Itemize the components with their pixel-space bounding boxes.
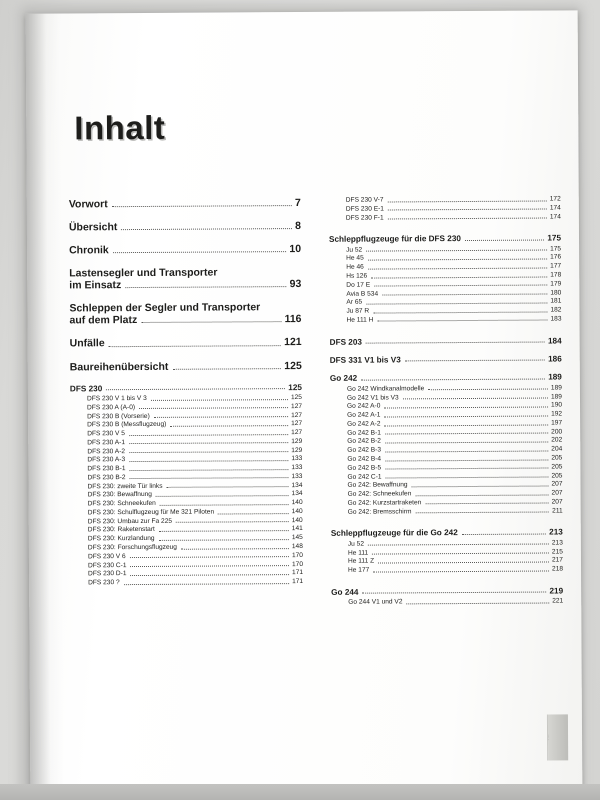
toc-entry	[69, 220, 301, 233]
toc-entry-label: Go 242 B-2	[347, 437, 382, 446]
toc-leader-dots	[368, 258, 547, 261]
toc-entry-label: DFS 230 ?	[88, 579, 120, 587]
toc-leader-dots	[465, 238, 544, 240]
toc-entry-label: Go 242: Bremsschirm	[347, 507, 412, 516]
toc-entry-page: 205	[551, 471, 563, 480]
toc-leader-dots	[141, 321, 281, 324]
toc-leader-dots	[378, 560, 549, 563]
toc-entry-label: Baureihenübersicht	[69, 360, 169, 373]
toc-entry	[69, 301, 301, 327]
toc-entry	[70, 394, 302, 403]
toc-entry	[70, 464, 302, 473]
toc-leader-dots	[172, 367, 281, 370]
toc-entry	[330, 402, 562, 411]
toc-leader-dots	[113, 250, 287, 253]
toc-entry	[330, 437, 562, 446]
toc-entry-label: DFS 230: Raketenstart	[87, 526, 155, 534]
toc-entry-label: Unfälle	[69, 337, 105, 350]
toc-leader-dots	[121, 227, 292, 230]
toc-entry-label: DFS 230 A (A-0)	[87, 403, 136, 412]
toc-leader-dots	[384, 414, 548, 417]
toc-entry	[330, 354, 562, 365]
toc-entry	[71, 490, 303, 499]
toc-leader-dots	[129, 450, 288, 453]
toc-leader-dots	[415, 493, 548, 496]
toc-entry-label: DFS 230 B (Vorserie)	[87, 412, 150, 420]
toc-entry	[330, 411, 562, 420]
toc-leader-dots	[368, 543, 549, 546]
toc-leader-dots	[170, 424, 288, 427]
toc-entry-page: 125	[290, 393, 302, 402]
toc-entry	[70, 455, 302, 464]
toc-entry-page: 207	[551, 498, 563, 506]
toc-entry	[331, 498, 563, 507]
toc-entry-page: 180	[550, 288, 562, 297]
toc-entry	[331, 565, 563, 574]
toc-entry-page: 218	[551, 565, 564, 573]
toc-entry	[329, 204, 561, 213]
toc-entry	[70, 473, 302, 482]
toc-entry-label-continued: im Einsatz	[69, 279, 122, 292]
toc-entry-label: DFS 230	[69, 383, 103, 393]
toc-entry-page: 140	[291, 516, 303, 524]
toc-entry-label: Go 242 V1 bis V3	[346, 394, 399, 402]
toc-entry-page: 125	[288, 382, 302, 392]
toc-leader-dots	[388, 208, 547, 211]
toc-entry-label: Go 244 V1 und V2	[348, 598, 403, 606]
toc-entry-label: Go 242 C-1	[347, 473, 382, 481]
toc-entry-label: He 111	[347, 549, 369, 557]
toc-leader-dots	[462, 532, 546, 535]
toc-entry-label: Übersicht	[68, 221, 118, 234]
toc-entry	[70, 403, 302, 412]
toc-entry	[69, 243, 301, 256]
toc-entry-page: 127	[291, 429, 303, 437]
toc-entry	[329, 271, 561, 280]
toc-leader-dots	[159, 529, 289, 532]
toc-leader-dots	[385, 423, 549, 426]
toc-entry-page: 189	[548, 372, 562, 382]
toc-entry-label: Go 242	[329, 374, 358, 384]
toc-leader-dots	[154, 415, 288, 418]
toc-entry-label: DFS 230: Schneekufen	[87, 500, 156, 508]
toc-entry-page: 200	[551, 428, 563, 436]
toc-entry	[329, 289, 561, 298]
toc-entry-page: 207	[551, 480, 563, 488]
toc-entry	[71, 578, 303, 587]
toc-entry-page: 129	[291, 446, 303, 454]
toc-entry-page: 93	[289, 278, 302, 291]
toc-entry	[70, 420, 302, 429]
toc-entry-label: Schleppen der Segler und Transporter	[69, 301, 261, 315]
book-page	[26, 10, 583, 791]
toc-entry-page: 174	[549, 204, 561, 212]
toc-entry-label: DFS 331 V1 bis V3	[329, 355, 401, 365]
toc-column-left	[69, 197, 303, 588]
toc-entry	[71, 569, 303, 578]
toc-entry-label: He 46	[346, 263, 364, 271]
toc-leader-dots	[139, 406, 288, 409]
toc-entry	[329, 254, 561, 263]
toc-entry-page: 197	[551, 419, 563, 427]
toc-entry-page: 189	[550, 384, 562, 392]
toc-entry-label: Schleppflugzeuge für die DFS 230	[328, 234, 461, 245]
toc-entry	[330, 463, 562, 472]
toc-leader-dots	[428, 388, 548, 391]
toc-column-right	[329, 195, 564, 607]
toc-entry	[71, 552, 303, 561]
toc-entry-label: Go 242 A-2	[347, 420, 381, 428]
toc-entry-page: 221	[552, 597, 564, 605]
toc-entry-page: 207	[551, 489, 563, 497]
toc-leader-dots	[125, 285, 286, 288]
toc-entry	[330, 384, 562, 393]
toc-entry	[71, 543, 303, 552]
toc-entry-page: 172	[549, 195, 561, 203]
toc-leader-dots	[156, 494, 289, 497]
toc-entry-page: 213	[549, 527, 563, 537]
toc-entry-page: 8	[295, 220, 301, 233]
toc-leader-dots	[366, 249, 547, 252]
toc-leader-dots	[368, 266, 547, 269]
toc-leader-dots	[406, 601, 549, 604]
toc-entry-label: Vorwort	[68, 198, 108, 211]
toc-leader-dots	[415, 511, 549, 514]
toc-entry	[70, 438, 302, 447]
toc-entry-label: DFS 230 B-1	[87, 465, 126, 473]
toc-entry-label: He 111 H	[346, 316, 374, 324]
toc-leader-dots	[151, 398, 288, 401]
toc-entry-label: DFS 230 B (Messflugzeug)	[87, 421, 167, 429]
toc-entry-page: 134	[291, 490, 303, 498]
toc-leader-dots	[385, 432, 548, 435]
toc-entry-page: 148	[291, 543, 303, 551]
toc-entry-page: 7	[294, 197, 301, 210]
toc-entry-page: 217	[551, 556, 563, 564]
toc-entry	[329, 245, 561, 254]
toc-entry	[330, 373, 562, 384]
toc-entry-label: Ar 65	[346, 298, 363, 307]
toc-entry-page: 116	[284, 313, 302, 326]
toc-entry-label: Do 17 E	[346, 281, 371, 289]
toc-entry-page: 174	[549, 212, 561, 221]
toc-entry	[70, 336, 302, 349]
toc-entry-label: DFS 230 B-2	[87, 473, 126, 482]
toc-entry-page: 205	[551, 454, 563, 462]
toc-leader-dots	[373, 310, 547, 313]
toc-entry-page: 192	[551, 410, 563, 418]
toc-entry-label: DFS 203	[329, 337, 362, 347]
toc-leader-dots	[124, 582, 289, 585]
toc-entry-label: DFS 230 C-1	[87, 561, 127, 569]
toc-leader-dots	[129, 433, 288, 436]
toc-entry-label: Go 242 B-1	[347, 429, 381, 437]
toc-entry-label: Lastensegler und Transporter	[69, 266, 218, 280]
toc-leader-dots	[159, 538, 289, 541]
toc-entry	[331, 489, 563, 498]
toc-entry-page: 145	[291, 534, 303, 542]
toc-leader-dots	[130, 555, 289, 558]
toc-entry-label: DFS 230 V 1 bis V 3	[86, 394, 147, 403]
toc-leader-dots	[218, 512, 289, 514]
toc-entry-label: Go 242: Kurzstartraketen	[347, 499, 422, 507]
toc-leader-dots	[386, 476, 549, 479]
toc-entry	[331, 598, 563, 607]
toc-entry	[71, 499, 303, 508]
toc-entry-page: 219	[549, 586, 564, 596]
toc-entry-label: Hs 126	[346, 272, 368, 280]
toc-entry-label: DFS 230: Umbau zur Fa 225	[87, 517, 173, 526]
toc-leader-dots	[109, 344, 281, 347]
toc-entry	[330, 454, 562, 463]
toc-entry-label: He 111 Z	[347, 557, 375, 566]
toc-leader-dots	[106, 387, 285, 390]
toc-leader-dots	[131, 573, 290, 576]
toc-leader-dots	[377, 319, 547, 322]
toc-entry-label: DFS 230 A-1	[87, 438, 126, 447]
toc-leader-dots	[129, 459, 288, 462]
toc-entry-page: 140	[291, 499, 303, 507]
toc-entry-page: 183	[550, 315, 562, 323]
toc-entry-page: 127	[291, 420, 303, 428]
toc-leader-dots	[181, 547, 289, 550]
toc-entry	[70, 482, 302, 491]
desk-surface	[0, 784, 600, 800]
toc-leader-dots	[366, 301, 547, 304]
toc-entry-page: 175	[547, 233, 562, 243]
toc-entry-label: Go 242 A-0	[347, 402, 381, 411]
toc-entry	[70, 429, 302, 438]
toc-entry-label: Ju 52	[347, 540, 365, 548]
toc-entry-label: Go 242 B-4	[347, 455, 382, 463]
toc-leader-dots	[385, 449, 548, 452]
toc-entry-page: 202	[551, 436, 563, 444]
toc-entry-label: Chronik	[69, 244, 109, 257]
toc-leader-dots	[374, 284, 547, 287]
toc-leader-dots	[129, 441, 288, 444]
toc-entry-label: DFS 230: zweite Tür links	[87, 482, 163, 490]
toc-entry	[330, 446, 562, 455]
toc-entry	[71, 534, 303, 543]
toc-entry-page: 171	[292, 569, 304, 577]
toc-entry-label: Go 242 B-3	[347, 446, 382, 454]
toc-entry-page: 140	[291, 507, 303, 516]
toc-entry-page: 177	[550, 262, 562, 270]
toc-entry	[71, 517, 303, 526]
toc-entry-label: Go 242 B-5	[347, 464, 382, 472]
toc-entry	[69, 266, 301, 292]
toc-entry-label-continued: auf dem Platz	[69, 314, 138, 327]
toc-leader-dots	[167, 485, 289, 488]
toc-entry	[331, 557, 563, 566]
toc-entry-label: He 45	[346, 255, 364, 263]
toc-entry-label: DFS 230 A-2	[87, 447, 126, 455]
toc-entry-label: DFS 230 F-1	[345, 214, 384, 222]
toc-entry-label: DFS 230 D-1	[88, 570, 127, 578]
toc-entry	[329, 234, 561, 245]
toc-entry	[71, 525, 303, 534]
toc-entry-page: 134	[291, 481, 303, 489]
toc-entry-page: 178	[550, 271, 562, 279]
toc-leader-dots	[388, 217, 547, 220]
toc-entry-page: 182	[550, 306, 562, 314]
toc-entry-page: 211	[552, 507, 563, 515]
toc-entry-label: DFS 230: Schulflugzeug für Me 321 Piloten	[87, 508, 215, 517]
toc-entry	[331, 507, 563, 516]
toc-entry-label: DFS 230 V 6	[87, 552, 126, 561]
toc-entry-label: DFS 230 V 5	[87, 430, 125, 438]
toc-leader-dots	[382, 293, 547, 296]
toc-entry-page: 133	[291, 455, 303, 463]
toc-leader-dots	[130, 477, 289, 480]
toc-entry-label: DFS 230: Bewaffnung	[87, 491, 152, 499]
toc-leader-dots	[388, 199, 547, 202]
toc-leader-dots	[405, 359, 545, 362]
toc-entry-label: Go 242: Bewaffnung	[347, 481, 408, 490]
toc-entry	[329, 195, 561, 204]
toc-entry-label: DFS 230: Kurzlandung	[87, 535, 155, 543]
toc-entry-label: Ju 87 R	[346, 307, 370, 315]
toc-entry-page: 125	[284, 359, 302, 372]
toc-entry	[329, 315, 561, 324]
toc-entry-page: 127	[291, 411, 303, 419]
toc-entry-page: 189	[550, 393, 562, 401]
toc-entry	[330, 419, 562, 428]
toc-leader-dots	[384, 405, 548, 408]
toc-entry-page: 186	[548, 354, 562, 364]
toc-leader-dots	[371, 275, 547, 278]
toc-entry-page: 213	[551, 539, 563, 547]
toc-entry-label: DFS 230 V-7	[345, 196, 384, 204]
toc-entry	[331, 539, 563, 548]
toc-entry	[329, 307, 561, 316]
toc-entry	[70, 383, 302, 394]
toc-leader-dots	[160, 503, 289, 506]
toc-entry-page: 133	[291, 464, 303, 472]
toc-entry	[329, 298, 561, 307]
toc-entry	[329, 263, 561, 272]
toc-entry-label: Ju 52	[346, 246, 363, 254]
toc-entry	[71, 508, 303, 517]
toc-leader-dots	[130, 564, 289, 567]
toc-entry-page: 170	[291, 551, 303, 559]
toc-entry	[331, 548, 563, 557]
toc-entry-page: 175	[550, 245, 562, 253]
toc-entry-label: DFS 230: Forschungsflugzeug	[87, 543, 177, 552]
toc-entry	[71, 561, 303, 570]
toc-entry-page: 215	[551, 547, 563, 556]
toc-entry-label: Go 242: Schneekufen	[347, 490, 412, 498]
toc-entry	[330, 428, 562, 437]
toc-leader-dots	[362, 591, 546, 594]
toc-leader-dots	[130, 468, 289, 471]
toc-entry-page: 121	[284, 336, 302, 349]
toc-entry-label: DFS 230 E-1	[345, 205, 384, 213]
toc-entry	[331, 586, 563, 597]
toc-leader-dots	[385, 458, 548, 461]
toc-entry-page: 179	[550, 280, 562, 288]
toc-entry-label: Go 242 Windkanalmodelle	[346, 385, 425, 393]
page-title: Inhalt	[74, 108, 166, 147]
toc-entry-label: Schleppflugzeuge für die Go 242	[330, 528, 458, 539]
toc-entry	[330, 393, 562, 402]
toc-entry	[330, 472, 562, 481]
toc-leader-dots	[373, 569, 549, 572]
toc-leader-dots	[112, 204, 292, 207]
toc-entry-page: 181	[550, 297, 562, 305]
toc-entry-page: 141	[291, 525, 303, 533]
toc-entry-page: 129	[291, 437, 303, 445]
toc-entry-page: 205	[551, 463, 563, 471]
toc-entry-page: 127	[290, 402, 303, 410]
toc-entry-page: 133	[291, 472, 303, 480]
toc-leader-dots	[361, 377, 545, 380]
toc-leader-dots	[412, 484, 549, 487]
toc-leader-dots	[176, 520, 289, 523]
toc-entry	[329, 213, 561, 222]
toc-entry-label: DFS 230 A-3	[87, 456, 126, 464]
toc-leader-dots	[425, 502, 548, 505]
toc-entry-label: He 177	[348, 566, 370, 574]
toc-entry	[331, 528, 563, 539]
toc-entry-label: Avia B 534	[346, 290, 379, 298]
toc-entry-page: 10	[289, 243, 302, 256]
toc-leader-dots	[385, 441, 548, 444]
toc-entry-label: Go 244	[331, 587, 359, 597]
page-content	[26, 10, 583, 791]
toc-entry	[70, 360, 302, 373]
toc-entry-page: 171	[292, 578, 304, 586]
toc-entry-page: 204	[551, 445, 563, 453]
toc-leader-dots	[366, 341, 545, 344]
toc-entry	[330, 336, 562, 347]
toc-entry-page: 190	[550, 401, 563, 409]
toc-entry	[70, 447, 302, 456]
toc-entry	[330, 481, 562, 490]
page-edge-tab	[547, 714, 568, 760]
toc-entry-page: 184	[547, 336, 562, 346]
toc-entry	[329, 280, 561, 289]
toc-entry-page: 170	[291, 560, 304, 568]
toc-leader-dots	[403, 397, 548, 400]
toc-entry-page: 176	[550, 253, 562, 261]
toc-entry	[70, 412, 302, 421]
toc-leader-dots	[372, 552, 549, 555]
toc-entry-label: Go 242 A-1	[347, 411, 381, 419]
toc-leader-dots	[385, 467, 548, 470]
toc-entry	[69, 197, 301, 210]
